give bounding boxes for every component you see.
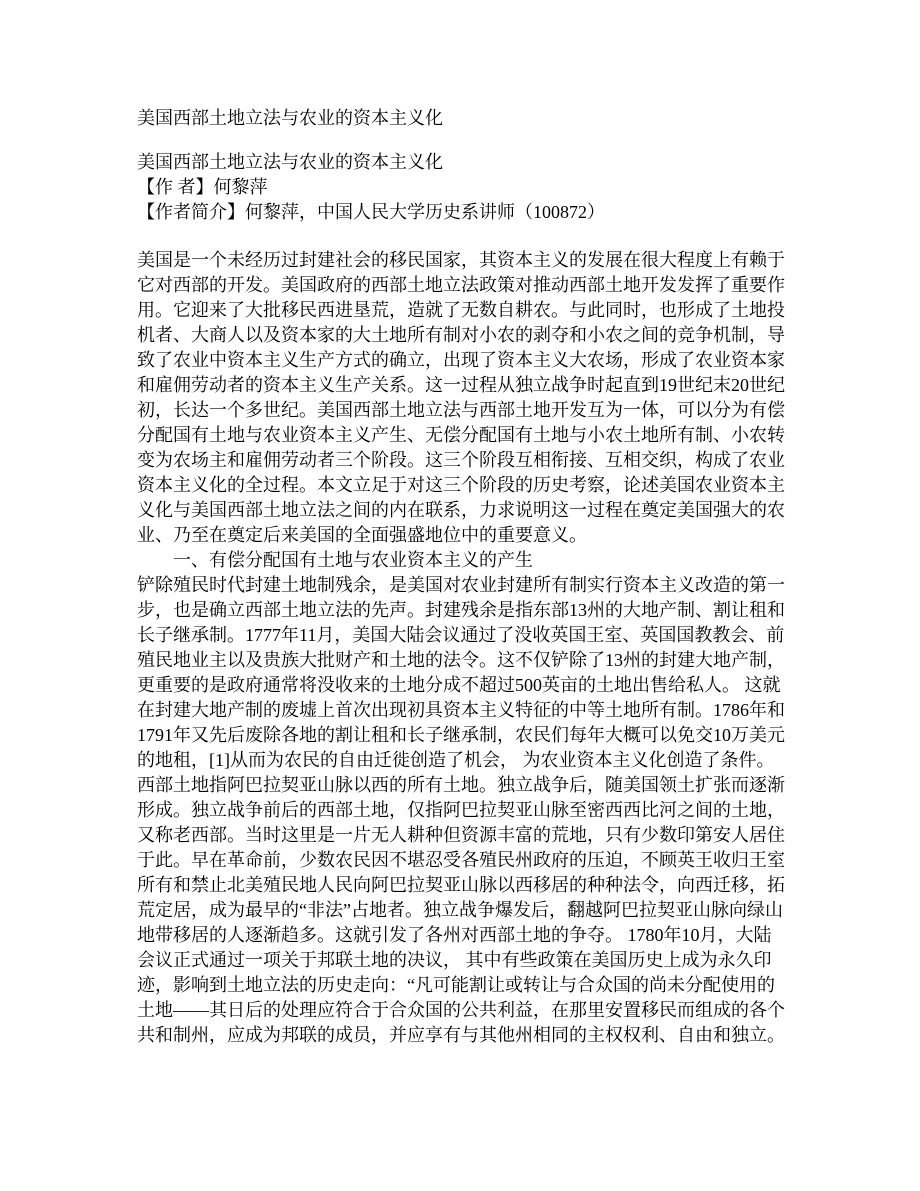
section-1-paragraph: 铲除殖民时代封建土地制残余，是美国对农业封建所有制实行资本主义改造的第一 步，也是确立西部土地立法的先声。封建残余是指东部13州的大地产制、割让租和 长子继承制。1777年11月，美国大陆会议通过了没收英国王室、英国国教教会、前 殖民地业主以及贵族大批财产和土地的法令。这不仅铲除了13州的封建大地产制， 更重要的是政府通常将没收来的土地分成不超过500英亩的土地出售给私人。 这就 在封建大地产制的废墟上首次出现初具资本主义特征的中等土地所有制。1786年和 1791年又先后废除各地的割让租和长子继承制，农民们每年大概可以免交10万美元 的地租，[1]从而为农民的自由迁徙创造了机会， 为农业资本主义化创造了条件。 西部土地指阿巴拉契亚山脉以西的所有土地。独立战争后，随美国领土扩张而逐渐 形成。独立战争前后的西部土地，仅指阿巴拉契亚山脉至密西西比河之间的土地， 又称老西部。当时这里是一片无人耕种但资源丰富的荒地，只有少数印第安人居住 于此。早在革命前，少数农民因不堪忍受各殖民州政府的压迫，不顾英王收归王室 所有和禁止北美殖民地人民向阿巴拉契亚山脉以西移居的种种法令，向西迁移，拓 荒定居，成为最早的“非法”占地者。独立战争爆发后，翻越阿巴拉契亚山脉向绿山 地带移居的人逐渐趋多。这就引发了各州对西部土地的争夺。 1780年10月，大陆 会议正式通过一项关于邦联土地的决议， 其中有些政策在美国历史上成为永久印 迹，影响到土地立法的历史走向：“凡可能割让或转让与合众国的尚未分配使用的 土地——其日后的处理应符合于合众国的公共利益，在那里安置移民而组成的各个 共和制州，应成为邦联的成员，并应享有与其他州相同的主权权利、自由和独立。 <box>137 575 785 1045</box>
intro-paragraph: 美国是一个未经历过封建社会的移民国家，其资本主义的发展在很大程度上有赖于 它对西部的开发。美国政府的西部土地立法政策对推动西部土地开发发挥了重要作 用。它迎来了大批移民西进垦荒，造就了无数自耕农。与此同时，也形成了土地投 机者、大商人以及资本家的大土地所有制对小农的剥夺和小农之间的竞争机制，导 致了农业中资本主义生产方式的确立，出现了资本主义大农场，形成了农业资本家 和雇佣劳动者的资本主义生产关系。这一过程从独立战争时起直到19世纪末20世纪 初，长达一个多世纪。美国西部土地立法与西部土地开发互为一体，可以分为有偿 分配国有土地与农业资本主义产生、无偿分配国有土地与小农土地所有制、小农转 变为农场主和雇佣劳动者三个阶段。这三个阶段互相衔接、互相交织，构成了农业 资本主义化的全过程。本文立足于对这三个阶段的历史考察，论述美国农业资本主 义化与美国西部土地立法之间的内在联系，力求说明这一过程在奠定美国强大的农 业、乃至在奠定后来美国的全面强盛地位中的重要意义。 <box>137 250 785 545</box>
document-header-title: 美国西部土地立法与农业的资本主义化 <box>137 108 443 128</box>
article-author-intro-line: 【作者简介】何黎萍，中国人民大学历史系讲师（100872） <box>137 202 605 222</box>
article-title: 美国西部土地立法与农业的资本主义化 <box>137 152 443 172</box>
article-author-line: 【作 者】何黎萍 <box>137 177 268 197</box>
blank-line-spacer <box>137 131 787 150</box>
blank-line-spacer <box>137 225 787 248</box>
section-1-heading: 一、有偿分配国有土地与农业资本主义的产生 <box>173 550 533 570</box>
